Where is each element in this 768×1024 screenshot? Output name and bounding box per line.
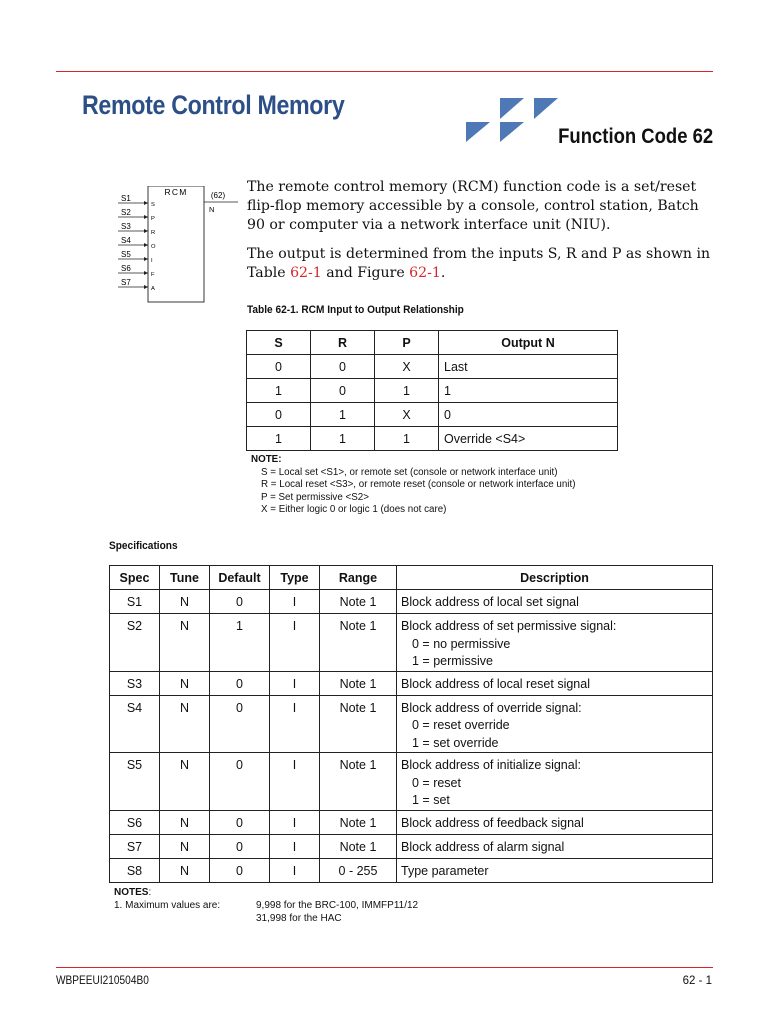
spec-cell-spec: S8 xyxy=(110,858,160,882)
io-table-cell: X xyxy=(375,355,439,379)
spec-description-text: Block address of feedback signal xyxy=(401,815,584,830)
io-table-cell: 1 xyxy=(311,427,375,451)
spec-cell-description xyxy=(397,753,713,811)
function-code-title: Function Code 62 xyxy=(557,125,713,148)
spec-cell-default: 0 xyxy=(210,590,270,614)
spec-description-text: Block address of local set signal xyxy=(401,595,579,609)
spec-header-type: Type xyxy=(270,566,320,590)
spec-table-row xyxy=(110,810,713,834)
figure-reference-link[interactable]: 62-1 xyxy=(409,265,441,281)
top-rule xyxy=(56,71,713,72)
footer-doc-id: WBPEEUI210504B0 xyxy=(56,975,149,987)
input-pin: O xyxy=(151,244,156,250)
spec-cell-default: 0 xyxy=(210,671,270,695)
page-title: Remote Control Memory xyxy=(82,90,345,120)
input-label: S3 xyxy=(121,222,131,231)
input-label: S1 xyxy=(121,194,131,203)
footer-page-number: 62 - 1 xyxy=(682,975,712,987)
io-table-cell: X xyxy=(375,403,439,427)
io-table-cell: 1 xyxy=(247,379,311,403)
spec-cell-type: I xyxy=(270,671,320,695)
spec-description-text: Block address of local reset signal xyxy=(401,676,590,691)
io-table-row xyxy=(247,379,618,403)
spec-header-default: Default xyxy=(210,566,270,590)
io-table-cell: 0 xyxy=(247,355,311,379)
spec-description-text: Block address of override signal: xyxy=(401,700,582,715)
spec-description-option: 1 = set xyxy=(412,793,450,807)
spec-note-1: 1. Maximum values are: 9,998 for the BRC-100, IMMFP11/12 xyxy=(114,900,419,911)
spec-table-row xyxy=(110,834,713,858)
spec-cell-type: I xyxy=(270,834,320,858)
spec-cell-tune: N xyxy=(160,590,210,614)
spec-cell-spec: S6 xyxy=(110,810,160,834)
spec-table-row xyxy=(110,753,713,811)
spec-cell-type: I xyxy=(270,614,320,672)
input-label: S7 xyxy=(121,278,131,287)
specifications-heading: Specifications xyxy=(109,540,178,552)
spec-description-option: 1 = set override xyxy=(412,735,499,750)
io-note-title: NOTE: xyxy=(251,454,282,465)
input-arrow-icon xyxy=(144,271,148,275)
spec-header-tune: Tune xyxy=(160,566,210,590)
intro-paragraph-2: The output is determined from the inputs S, R and P as shown in Table 62-1 and Figure 62-1. xyxy=(247,246,711,281)
input-label: S4 xyxy=(121,236,131,245)
input-pin: F xyxy=(151,272,155,278)
input-pin: P xyxy=(151,216,155,222)
spec-cell-default: 0 xyxy=(210,834,270,858)
io-table-cell: 1 xyxy=(247,427,311,451)
io-note-line: R = Local reset <S3>, or remote reset (console or network interface unit) xyxy=(261,479,576,491)
spec-header-range: Range xyxy=(320,566,397,590)
input-pin: R xyxy=(151,230,156,236)
spec-cell-description xyxy=(397,695,713,753)
bottom-rule xyxy=(56,967,713,968)
spec-cell-range: Note 1 xyxy=(320,753,397,811)
spec-table-row xyxy=(110,671,713,695)
spec-cell-range: Note 1 xyxy=(320,614,397,672)
block-name: RCM xyxy=(164,187,188,197)
table-reference-link[interactable]: 62-1 xyxy=(290,265,322,281)
spec-table-row xyxy=(110,590,713,614)
spec-cell-description xyxy=(397,834,713,858)
spec-cell-description xyxy=(397,671,713,695)
rcm-block-diagram xyxy=(118,186,238,304)
io-table-cell: 0 xyxy=(439,403,618,427)
io-table-cell: 1 xyxy=(311,403,375,427)
spec-cell-description xyxy=(397,858,713,882)
io-table-cell: Last xyxy=(439,355,618,379)
spec-table xyxy=(109,565,713,883)
chevron-logo-icon xyxy=(466,98,562,142)
spec-description-text: Type parameter xyxy=(401,863,489,878)
spec-cell-tune: N xyxy=(160,695,210,753)
spec-cell-default: 0 xyxy=(210,695,270,753)
spec-description-option: 0 = no permissive xyxy=(412,636,511,651)
io-note xyxy=(251,454,575,517)
io-header-output: Output N xyxy=(439,331,618,355)
spec-cell-default: 0 xyxy=(210,810,270,834)
spec-cell-default: 1 xyxy=(210,614,270,672)
spec-cell-tune: N xyxy=(160,858,210,882)
table-caption: Table 62-1. RCM Input to Output Relationship xyxy=(247,304,464,316)
spec-cell-type: I xyxy=(270,858,320,882)
spec-notes xyxy=(114,886,418,925)
io-header-s: S xyxy=(247,331,311,355)
spec-description-option: 1 = permissive xyxy=(412,654,493,668)
spec-cell-tune: N xyxy=(160,834,210,858)
spec-table-row xyxy=(110,695,713,753)
io-table-cell: 0 xyxy=(311,355,375,379)
input-label: S2 xyxy=(121,208,131,217)
io-table-row xyxy=(247,403,618,427)
spec-notes-title: NOTES: xyxy=(114,887,152,898)
intro-text xyxy=(247,178,715,293)
io-header-r: R xyxy=(311,331,375,355)
spec-cell-description xyxy=(397,810,713,834)
input-arrow-icon xyxy=(144,243,148,247)
input-pin: S xyxy=(151,202,155,208)
spec-cell-spec: S4 xyxy=(110,695,160,753)
io-table-cell: 0 xyxy=(247,403,311,427)
spec-description-text: Block address of initialize signal: xyxy=(401,758,581,772)
input-arrow-icon xyxy=(144,215,148,219)
input-arrow-icon xyxy=(144,229,148,233)
spec-cell-spec: S7 xyxy=(110,834,160,858)
spec-header-description: Description xyxy=(397,566,713,590)
spec-cell-default: 0 xyxy=(210,858,270,882)
io-table xyxy=(246,330,618,451)
spec-cell-range: Note 1 xyxy=(320,834,397,858)
output-pin: N xyxy=(209,205,215,214)
input-arrow-icon xyxy=(144,257,148,261)
io-header-p: P xyxy=(375,331,439,355)
input-arrow-icon xyxy=(144,285,148,289)
spec-description-option: 0 = reset override xyxy=(412,718,510,732)
spec-cell-type: I xyxy=(270,590,320,614)
spec-cell-range: 0 - 255 xyxy=(320,858,397,882)
input-pin: I xyxy=(151,258,153,264)
spec-cell-tune: N xyxy=(160,810,210,834)
spec-note-1-cont: 31,998 for the HAC xyxy=(256,913,342,924)
spec-table-row xyxy=(110,614,713,672)
spec-cell-type: I xyxy=(270,753,320,811)
io-table-row xyxy=(247,427,618,451)
io-table-row xyxy=(247,355,618,379)
spec-description-text: Block address of alarm signal xyxy=(401,839,565,854)
input-arrow-icon xyxy=(144,201,148,205)
input-label: S5 xyxy=(121,250,131,259)
spec-cell-spec: S3 xyxy=(110,671,160,695)
spec-description-text: Block address of set permissive signal: xyxy=(401,619,617,633)
spec-table-row xyxy=(110,858,713,882)
spec-cell-tune: N xyxy=(160,614,210,672)
io-note-line: P = Set permissive <S2> xyxy=(261,491,369,503)
io-note-line: S = Local set <S1>, or remote set (console or network interface unit) xyxy=(261,466,558,478)
spec-cell-spec: S1 xyxy=(110,590,160,614)
spec-cell-spec: S5 xyxy=(110,753,160,811)
spec-cell-tune: N xyxy=(160,753,210,811)
io-note-line: X = Either logic 0 or logic 1 (does not care) xyxy=(261,504,447,516)
spec-cell-type: I xyxy=(270,810,320,834)
io-table-cell: 0 xyxy=(311,379,375,403)
input-label: S6 xyxy=(121,264,131,273)
input-pin: A xyxy=(151,286,155,292)
io-table-cell: 1 xyxy=(375,427,439,451)
spec-cell-description xyxy=(397,614,713,672)
spec-cell-spec: S2 xyxy=(110,614,160,672)
function-block xyxy=(148,186,204,302)
io-table-cell: 1 xyxy=(439,379,618,403)
spec-cell-default: 0 xyxy=(210,753,270,811)
spec-cell-range: Note 1 xyxy=(320,671,397,695)
spec-description-option: 0 = reset xyxy=(412,775,461,790)
block-number: (62) xyxy=(210,191,226,200)
spec-cell-description xyxy=(397,590,713,614)
spec-header-spec: Spec xyxy=(110,566,160,590)
intro-paragraph-1: The remote control memory (RCM) function code is a set/reset flip-flop memory accessible by a console, control station, Batch 90 or computer via a network interface unit (NIU). xyxy=(247,179,699,233)
spec-cell-range: Note 1 xyxy=(320,590,397,614)
spec-cell-range: Note 1 xyxy=(320,695,397,753)
io-table-cell: Override <S4> xyxy=(439,427,618,451)
spec-cell-range: Note 1 xyxy=(320,810,397,834)
spec-cell-tune: N xyxy=(160,671,210,695)
io-table-cell: 1 xyxy=(375,379,439,403)
spec-cell-type: I xyxy=(270,695,320,753)
